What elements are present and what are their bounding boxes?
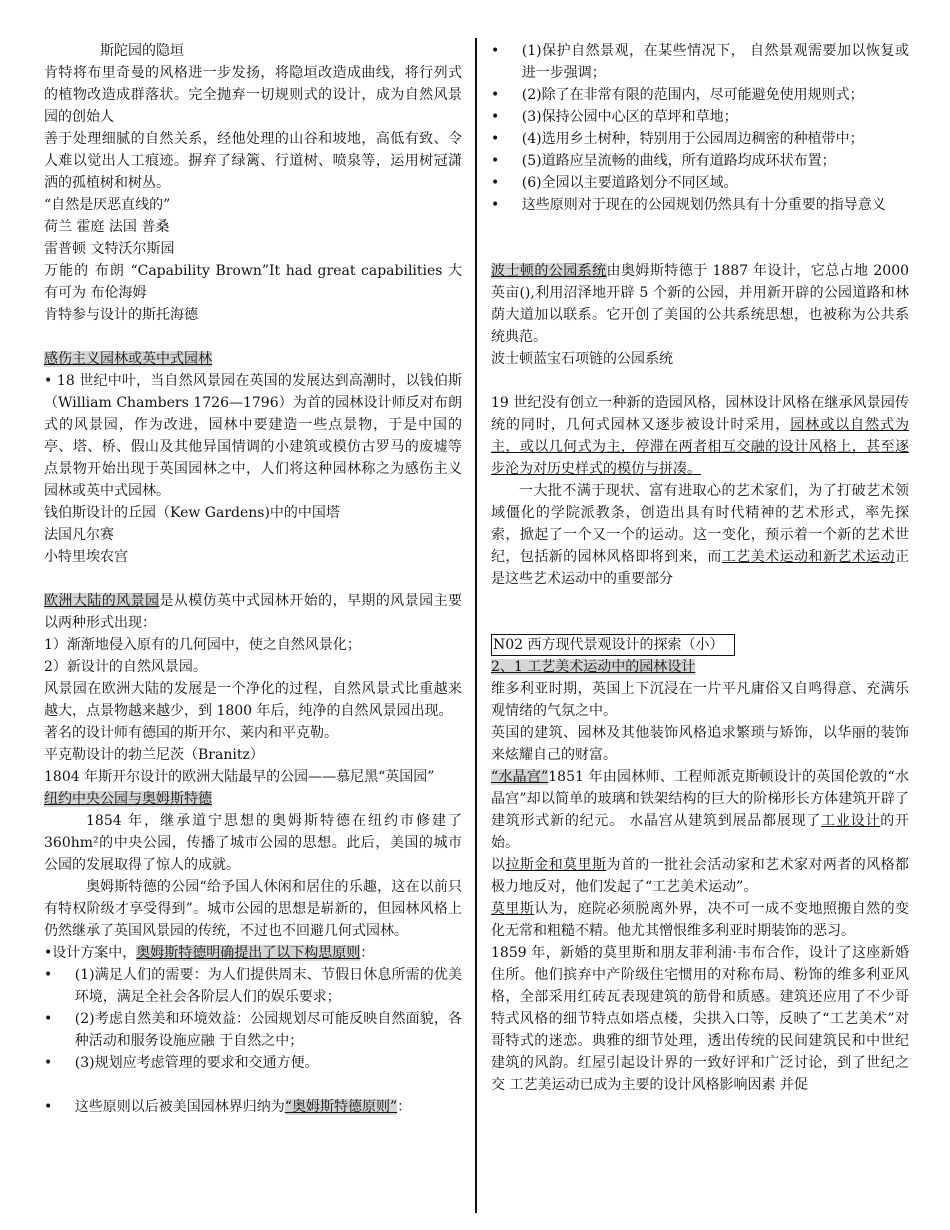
section-title-arts-crafts: 2、1 工艺美术运动中的园林设计 (491, 659, 696, 675)
right-column (491, 40, 909, 1096)
section-title-central-park: 纽约中央公园与奥姆斯特德 (44, 791, 212, 807)
paragraph-morris: 莫里斯认为，庭院必须脱离外界，决不可一成不变地照搬自然的变化无常和粗糙不精。他尤其憎恨维多利亚时期装饰的恶习。 (491, 901, 910, 939)
chapter-heading: N02 西方现代景观设计的探索（小） (491, 634, 909, 656)
principle-2: • (2)考虑自然美和环境效益：公园规划尽可能反映自然面貌，各种活动和服务设施应融 于自然之中； (44, 1008, 462, 1052)
olmsted-principle-1: • (1)保护自然景观，在某些情况下， 自然景观需要加以恢复或进一步强调； (491, 40, 909, 84)
line-versailles: 法国凡尔赛 (44, 527, 114, 543)
olmsted-principle-3: • (3)保持公园中心区的草坪和草地； (491, 106, 909, 128)
paragraph-chambers: • 18 世纪中叶，当自然风景园在英国的发展达到高潮时，以钱伯斯（William Chambers 1726—1796）为首的园林设计师反对布朗式的风景园，作为改进，园林中要建造一些点景物，于是中国的亭、塔、桥、假山及其他异国情调的小建筑或模仿古罗马的废墟等点景物开始出现于英国园林之中，人们将这种园林称之为感伤主义园林或英中式园林。 (44, 373, 463, 499)
line-kew-pagoda: 钱伯斯设计的丘园（Kew Gardens)中的中国塔 (44, 505, 340, 521)
line-stourhead: 肯特参与设计的斯托海德 (44, 307, 198, 323)
line-capability-brown: 万能的 布朗 “Capability Brown”It had great capabilities 大有可为 布伦海姆 (44, 263, 462, 301)
olmsted-principle-4: • (4)选用乡土树种，特别用于公园周边稠密的种植带中； (491, 128, 909, 150)
column-divider (475, 38, 477, 1213)
paragraph-principles-intro: •设计方案中，奥姆斯特德明确提出了以下构思原则： (44, 945, 375, 961)
quote-nature: “自然是厌恶直线的” (44, 197, 171, 213)
paragraph-victorian: 维多利亚时期，英国上下沉浸在一片平凡庸俗又自鸣得意、充满乐观情绪的气氛之中。 (491, 681, 909, 719)
bullet-icon: • (44, 373, 53, 389)
left-column (44, 40, 462, 1118)
line-holland-france: 荷兰 霍庭 法国 普桑 (44, 219, 170, 235)
line-designers: 著名的设计师有德国的斯开尔、莱内和平克勒。 (44, 725, 338, 741)
line-english-garden-munich: 1804 年斯开尔设计的欧洲大陆最早的公园——慕尼黑“英国园” (44, 769, 435, 785)
paragraph-purification: 风景园在欧洲大陆的发展是一个净化的过程，自然风景式比重越来越大，点景物越来越少，到 1800 年后，纯净的自然风景园出现。 (44, 681, 462, 719)
bullet-icon: • (44, 945, 53, 961)
line-petit-trianon: 小特里埃农宫 (44, 549, 128, 565)
list-item-1: 1）渐渐地侵入原有的几何园中，使之自然风景化； (44, 637, 361, 653)
list-item-2: 2）新设计的自然风景园。 (44, 659, 207, 675)
olmsted-principle-5: • (5)道路应呈流畅的曲线，所有道路均成环状布置； (491, 150, 909, 172)
line-repton: 雷普顿 文特沃尔斯园 (44, 241, 175, 257)
line-emerald-necklace: 波士顿蓝宝石项链的公园系统 (491, 351, 673, 367)
paragraph-19th-century: 19 世纪没有创立一种新的造园风格，园林设计风格在继承风景园传统的同时，几何式园林又逐步被设计时采用，园林或以自然式为主，或以几何式为主，停滞在两者相互交融的设计风格上，甚至逐步沦为对历史样式的模仿与拼凑。 (491, 395, 910, 477)
paragraph-kent: 肯特将布里奇曼的风格进一步发扬，将隐垣改造成曲线，将行列式的植物改造成群落状。完全抛弃一切规则式的设计，成为自然风景园的创始人 (44, 65, 462, 125)
line-branitz: 平克勒设计的勃兰尼茨（Branitz） (44, 747, 264, 763)
olmsted-principle-6: • (6)全园以主要道路划分不同区域。 (491, 172, 909, 194)
paragraph-boston-park-system: 波士顿的公园系统由奥姆斯特德于 1887 年设计，它总占地 2000 英亩(),利用沼泽地开辟 5 个新的公园，并用新开辟的公园道路和林荫大道加以联系。它开创了美国的公共系统思想，也被称为公共系统典范。 (491, 263, 910, 345)
section-title-sentimental-garden: 感伤主义园林或英中式园林 (44, 351, 212, 367)
principles-significance: • 这些原则对于现在的公园规划仍然具有十分重要的指导意义 (491, 194, 909, 216)
paragraph-olmsted-park: 奥姆斯特德的公园“给予国人休闲和居住的乐趣，这在以前只有特权阶级才享受得到”。城市公园的思想是崭新的，但园林风格上仍然继承了英国风景园的传统，不过也不回避几何式园林。 (44, 879, 462, 939)
paragraph-ornament: 英国的建筑、园林及其他装饰风格追求繁琐与矫饰，以华丽的装饰来炫耀自己的财富。 (491, 725, 909, 763)
olmsted-principles: • 这些原则以后被美国园林界归纳为“奥姆斯特德原则”： (44, 1096, 462, 1118)
paragraph-red-house: 1859 年，新婚的莫里斯和朋友菲利浦·韦布合作，设计了这座新婚住所。他们摈弃中产阶级住宅惯用的对称布局、粉饰的维多利亚风格，全部采用红砖瓦表现建筑的筋骨和质感。建筑还应用了不少哥特式风格的细节特点如塔点楼，尖拱入口等，反映了“工艺美术”对哥特式的迷恋。典雅的细节处理，透出传统的民间建筑民和中世纪建筑的风韵。红屋引起设计界的一致好评和广泛讨论，到了世纪之交 工艺美运动已成为主要的设计风格影响因素 并促 (491, 945, 909, 1093)
caption-stowe-ha-ha: 斯陀园的隐垣 (100, 43, 184, 59)
paragraph-ruskin-morris: 以拉斯金和莫里斯为首的一批社会活动家和艺术家对两者的风格都极力地反对，他们发起了“工艺美术运动”。 (491, 857, 910, 895)
paragraph-crystal-palace: “水晶宫”1851 年由园林师、工程师派克斯顿设计的英国伦敦的“水晶宫”却以简单的玻璃和铁架结构的巨大的阶梯形长方体建筑开辟了建筑形式新的纪元。 水晶宫从建筑到展品都展现了工业设计的开始。 (491, 769, 910, 851)
olmsted-principle-2: • (2)除了在非常有限的范围内，尽可能避免使用规则式； (491, 84, 909, 106)
paragraph-art-movements: 一大批不满于现状、富有进取心的艺术家们，为了打破艺术领域僵化的学院派教条，创造出具有时代精神的艺术形式，率先探索，掀起了一个又一个的运动。这一变化，预示着一个新的艺术世纪，包括新的园林风格即将到来，而工艺美术运动和新艺术运动正是这些艺术运动中的重要部分 (491, 483, 910, 587)
section-european-landscape: 欧洲大陆的风景园是从模仿英中式园林开始的，早期的风景园主要以两种形式出现： (44, 593, 463, 631)
principle-1: • (1)满足人们的需要：为人们提供周末、节假日休息所需的优美环境，满足全社会各阶层人们的娱乐要求； (44, 964, 462, 1008)
paragraph-kent-nature: 善于处理细腻的自然关系，经他处理的山谷和坡地，高低有致、令人难以觉出人工痕迹。摒弃了绿篱、行道树、喷泉等，运用树冠潇洒的孤植树和树丛。 (44, 131, 462, 191)
paragraph-central-park: 1854 年，继承道宁思想的奥姆斯特德在纽约市修建了 360hm²的中央公园，传播了城市公园的思想。此后，美国的城市公园的发展取得了惊人的成就。 (44, 813, 462, 873)
principle-3: • (3)规划应考虑管理的要求和交通方便。 (44, 1052, 462, 1074)
